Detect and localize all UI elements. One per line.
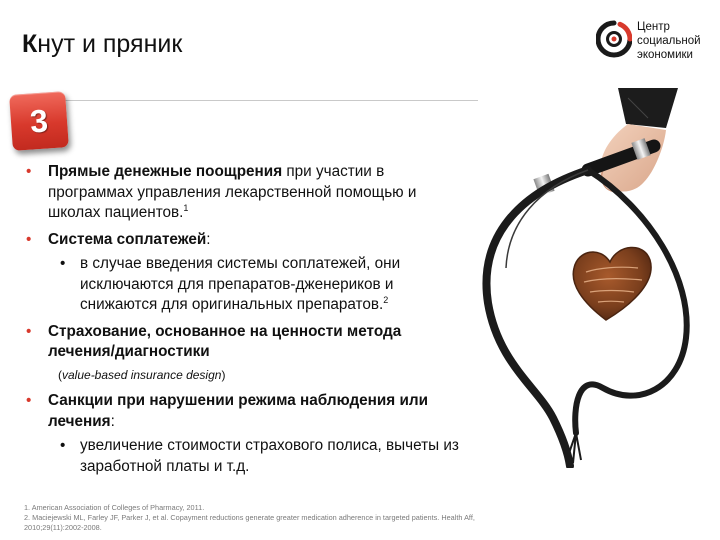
footnotes xyxy=(24,503,544,533)
bullet-item-sanctions xyxy=(26,391,466,477)
logo-line-3: экономики xyxy=(637,49,693,61)
sub-bullet-item xyxy=(48,254,466,316)
bullet-note xyxy=(48,365,466,386)
bullet-text: при участии в программах управления лекарственной помощью и школах пациентов. xyxy=(48,163,417,221)
bullet-bold-text: Санкции при нарушении режима наблюдения или лечения xyxy=(48,392,429,430)
footnote-ref: 1 xyxy=(183,202,189,213)
sub-bullet-item xyxy=(48,436,466,477)
title-divider xyxy=(10,100,478,101)
slide-number-badge xyxy=(6,88,72,158)
bullet-text: : xyxy=(206,230,211,248)
footnote-1: 1. American Association of Colleges of Pharmacy, 2011. xyxy=(24,503,205,512)
page-title xyxy=(22,30,182,59)
bullet-item-incentives xyxy=(26,162,466,224)
sub-bullet-text: в случае введения системы соплатежей, они исключаются для препаратов-дженериков и снижаются для оригинальных препаратов. xyxy=(80,255,401,313)
title-first-letter: К xyxy=(22,30,38,58)
bullet-list xyxy=(26,162,466,483)
note-italic-text: value-based insurance design xyxy=(62,367,222,382)
title-rest: нут и пряник xyxy=(37,30,183,58)
note-paren-open: ( xyxy=(58,367,62,382)
footnote-ref: 2 xyxy=(383,294,389,305)
center-logo-icon xyxy=(596,20,632,58)
logo-line-1: Центр xyxy=(637,21,670,33)
whip-and-gingerbread-image xyxy=(478,88,720,468)
footnote-2: 2. Maciejewski ML, Farley JF, Parker J, et al. Copayment reductions generate greater medication adherence in targeted patients. Health Aff, xyxy=(24,513,475,522)
bullet-bold-text: Страхование, основанное на ценности метода лечения/диагностики xyxy=(48,322,402,360)
logo-line-2: социальной xyxy=(637,35,701,47)
note-paren-close: ) xyxy=(221,367,226,382)
bullet-item-copayments xyxy=(26,230,466,316)
footnote-2-cont: 2010;29(11):2002-2008. xyxy=(24,523,102,532)
bullet-text: : xyxy=(110,412,115,430)
bullet-bold-text: Прямые денежные поощрения xyxy=(48,163,283,180)
badge-number: 3 xyxy=(28,102,50,140)
bullet-bold-text: Система соплатежей xyxy=(48,230,207,248)
sub-bullet-text: увеличение стоимости страхового полиса, вычеты из заработной платы и т.д. xyxy=(80,437,459,475)
center-logo xyxy=(596,18,714,76)
bullet-item-value-based-insurance xyxy=(26,322,466,386)
